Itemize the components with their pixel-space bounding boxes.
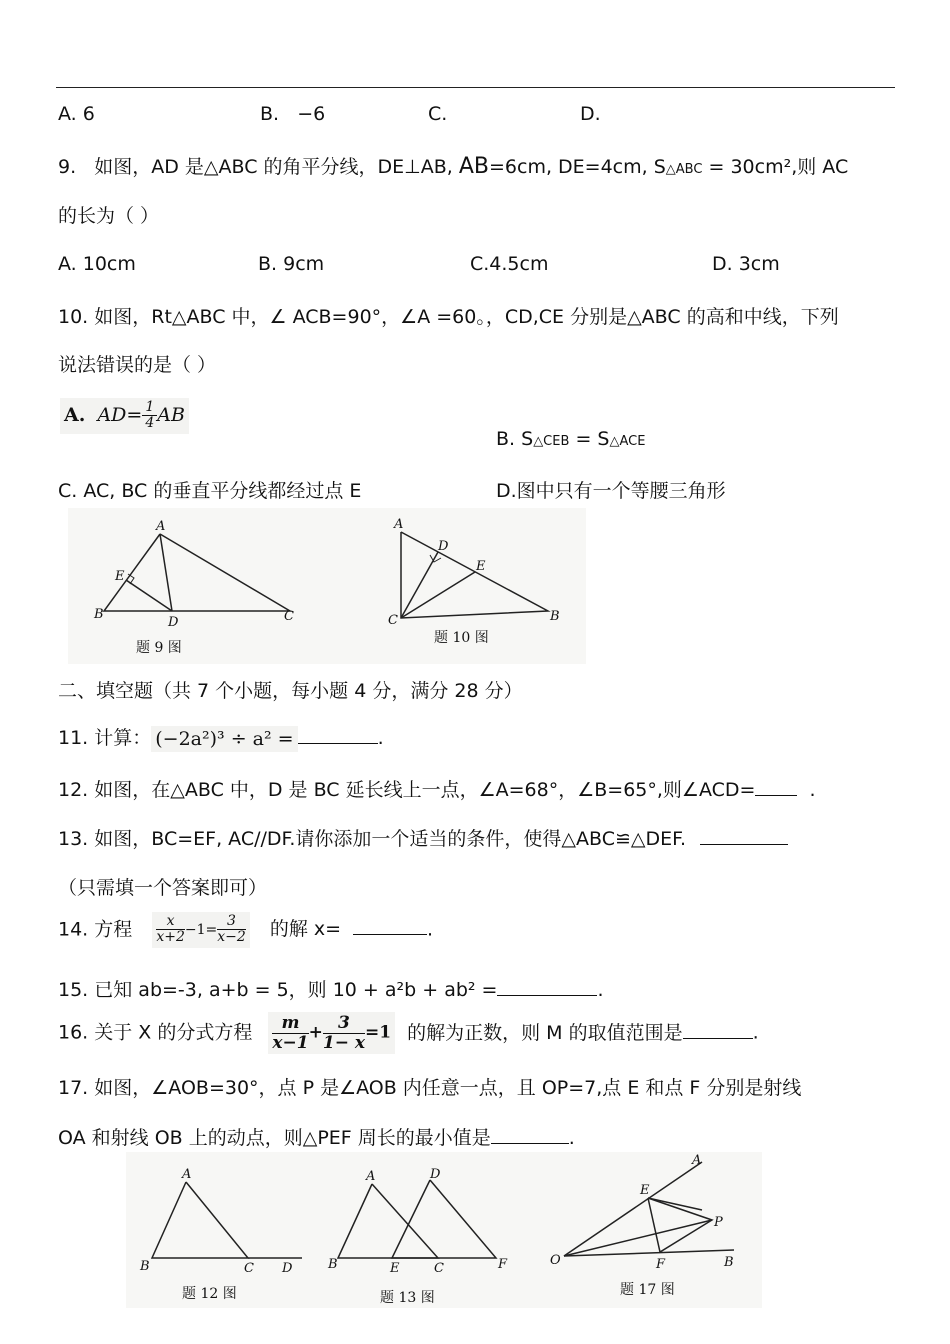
q9-option-d: D. 3cm <box>712 253 780 275</box>
fig9-label-a: A <box>156 519 166 534</box>
fig10-label-b: B <box>550 609 560 624</box>
q11-answer-blank[interactable] <box>298 725 378 744</box>
fig10-label-e: E <box>476 559 486 574</box>
q10-option-a-formula: A. AD= $\frac{1}{4}$ AB <box>60 398 189 434</box>
q8-option-a: A. 6 <box>58 103 95 125</box>
fig17-aux-line <box>648 1198 702 1210</box>
q9-option-c: C.4.5cm <box>470 253 549 275</box>
figures-9-10-panel <box>68 508 586 664</box>
fig9-label-d: D <box>168 615 179 630</box>
fig17-label-f: F <box>656 1257 666 1272</box>
figures-12-13-17-panel <box>126 1152 762 1308</box>
fig13-label-b: B <box>328 1257 338 1272</box>
fig17-label-e: E <box>640 1183 650 1198</box>
q9-line-1: 9. 如图，AD 是△ABC 的角平分线，DE⊥AB, AB=6cm, DE=4cm, S△ABC = 30cm²,则 AC <box>58 154 849 179</box>
fig12-label-b: B <box>140 1259 150 1274</box>
fig12-label-d: D <box>282 1261 293 1276</box>
fig10-label-a: A <box>394 517 404 532</box>
q11-expression: (−2a²)³ ÷ a² = <box>151 726 297 752</box>
q10-option-d: D.图中只有一个等腰三角形 <box>496 480 726 502</box>
fig13-triangle-def <box>392 1180 496 1258</box>
q8-option-b: B. −6 <box>260 103 326 125</box>
q17-line-1: 17. 如图，∠AOB=30°，点 P 是∠AOB 内任意一点，且 OP=7,点 E 和点 F 分别是射线 <box>58 1077 802 1099</box>
q10-option-c: C. AC, BC 的垂直平分线都经过点 E <box>58 480 362 502</box>
q17-line-2: OA 和射线 OB 上的动点，则△PEF 周长的最小值是 . <box>58 1127 575 1149</box>
fig17-label-o: O <box>550 1253 561 1268</box>
figures-9-10-svg <box>68 508 586 664</box>
fig10-median-ce <box>401 572 475 618</box>
q11-line: 11. 计算： (−2a²)³ ÷ a² = . <box>58 727 384 750</box>
q13-answer-blank[interactable] <box>700 826 788 845</box>
fig13-label-c: C <box>434 1261 444 1276</box>
q9-line-2: 的长为（ ） <box>58 205 160 227</box>
fig13-caption: 题 13 图 <box>380 1290 435 1306</box>
q12-answer-blank[interactable] <box>755 777 797 796</box>
q13-line-2: （只需填一个答案即可） <box>58 877 268 899</box>
q16-line: 16. 关于 X 的分式方程 $\frac{m}{x-1}$ + $\frac{3}{1- x}$ =1 的解为正数，则 M 的取值范围是 . <box>58 1013 759 1053</box>
fig17-label-b: B <box>724 1255 734 1270</box>
top-divider <box>56 87 895 88</box>
fig17-label-p: P <box>714 1215 723 1230</box>
fig10-label-d: D <box>438 539 449 554</box>
q10-line-1: 10. 如图，Rt△ABC 中，∠ ACB=90°，∠A =60。，CD,CE 分别是△ABC 的高和中线，下列 <box>58 306 839 328</box>
fig9-triangle <box>104 534 290 611</box>
fig17-caption: 题 17 图 <box>620 1282 675 1298</box>
q16-equation: $\frac{m}{x-1}$ + $\frac{3}{1- x}$ =1 <box>268 1012 395 1054</box>
fig17-label-a: A <box>692 1153 702 1168</box>
q9-option-b: B. 9cm <box>258 253 325 275</box>
fig13-label-a: A <box>366 1169 376 1184</box>
fig12-caption: 题 12 图 <box>182 1286 237 1302</box>
q14-answer-blank[interactable] <box>353 916 427 935</box>
fig12-label-c: C <box>244 1261 254 1276</box>
q16-answer-blank[interactable] <box>683 1020 753 1039</box>
fig9-perpendicular-de <box>126 580 172 611</box>
fig13-label-e: E <box>390 1261 400 1276</box>
fig17-triangle-pef <box>648 1198 712 1252</box>
q15-answer-blank[interactable] <box>497 977 597 996</box>
fig10-altitude-cd <box>401 552 438 618</box>
fig9-label-e: E <box>115 569 125 584</box>
section-2-heading: 二、填空题（共 7 个小题，每小题 4 分，满分 28 分） <box>58 680 523 702</box>
q10-option-b: B. S△CEB = S△ACE <box>496 428 646 450</box>
fig12-label-a: A <box>182 1167 192 1182</box>
q14-line: 14. 方程 $\frac{x}{x+2}$ −1= $\frac{3}{x-2}$ 的解 x= . <box>58 912 433 948</box>
fig9-label-b: B <box>94 607 104 622</box>
fig9-angle-bisector-ad <box>160 534 172 611</box>
figures-12-13-17-svg <box>126 1152 762 1308</box>
fig17-ray-ob <box>564 1250 734 1256</box>
q9-option-a: A. 10cm <box>58 253 136 275</box>
q8-option-c: C. <box>428 103 448 125</box>
fig9-caption: 题 9 图 <box>136 640 182 656</box>
q10-option-a <box>60 398 189 434</box>
fig13-label-d: D <box>430 1167 441 1182</box>
fig17-segment-op <box>564 1220 712 1256</box>
fig10-label-c: C <box>388 613 398 628</box>
q14-equation: $\frac{x}{x+2}$ −1= $\frac{3}{x-2}$ <box>152 912 249 948</box>
fig12-triangle <box>152 1182 248 1258</box>
q13-line-1: 13. 如图，BC=EF, AC//DF.请你添加一个适当的条件，使得△ABC≌△DEF. <box>58 824 788 851</box>
q17-answer-blank[interactable] <box>491 1125 569 1144</box>
q10-line-2: 说法错误的是（ ） <box>58 354 217 376</box>
q15-line: 15. 已知 ab=-3, a+b = 5，则 10 + a²b + ab² = . <box>58 979 604 1001</box>
fig9-label-c: C <box>284 609 294 624</box>
fig13-label-f: F <box>498 1257 508 1272</box>
fig10-caption: 题 10 图 <box>434 630 489 646</box>
q8-option-d: D. <box>580 103 601 125</box>
q12-line: 12. 如图，在△ABC 中，D 是 BC 延长线上一点，∠A=68°，∠B=65°,则∠ACD= . <box>58 779 816 801</box>
